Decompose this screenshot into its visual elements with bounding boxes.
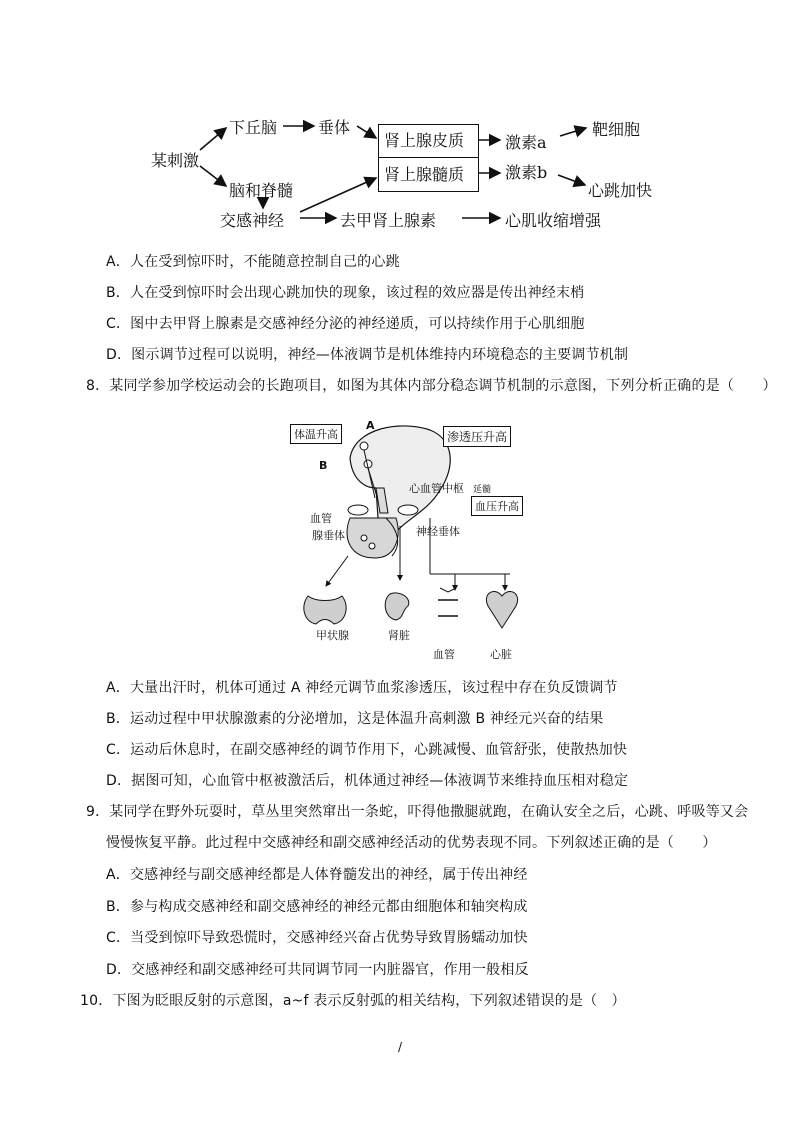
q7-option-c: C．图中去甲肾上腺素是交感神经分泌的神经递质，可以持续作用于心肌细胞 [106,316,585,332]
label-body-temp: 体温升高 [290,424,342,444]
q9-stem-line2: 慢慢恢复平静。此过程中交感神经和副交感神经活动的优势表现不同。下列叙述正确的是（ ） [106,835,717,851]
flow-stimulus: 某刺激 [151,151,200,170]
q8-option-a: A．大量出汗时，机体可通过 A 神经元调节血浆渗透压，该过程中存在负反馈调节 [106,680,618,696]
label-blood-vessel: 血管 [433,648,455,661]
label-cardio-center: 心血管中枢 [409,482,464,495]
flow-adrenal-cortex: 肾上腺皮质 [384,131,465,150]
flowchart-arrows [0,0,793,240]
flow-heart-rate: 心跳加快 [588,181,653,200]
q10-stem: 10．下图为眨眼反射的示意图，a~f 表示反射弧的相关结构，下列叙述错误的是（ ） [80,993,626,1009]
q9-option-b: B．参与构成交感神经和副交感神经的神经元都由细胞体和轴突构成 [106,899,528,915]
q8-option-d: D．据图可知，心血管中枢被激活后，机体通过神经—体液调节来维持血压相对稳定 [106,773,629,789]
flow-hormone-b: 激素b [505,163,548,182]
q8-option-b: B．运动过程中甲状腺激素的分泌增加，这是体温升高刺激 B 神经元兴奋的结果 [106,711,604,727]
label-neurohypophysis: 神经垂体 [416,525,460,538]
label-thyroid: 甲状腺 [316,629,349,642]
flow-contraction: 心肌收缩增强 [505,211,602,230]
flow-brain-spinal: 脑和脊髓 [229,181,294,200]
q7-option-b: B．人在受到惊吓时会出现心跳加快的现象，该过程的效应器是传出神经末梢 [106,285,585,301]
label-blood-pressure: 血压升高 [471,496,523,516]
label-kidney: 肾脏 [388,629,410,642]
adrenal-box-divider [379,157,478,158]
flow-sympathetic: 交感神经 [220,211,285,230]
q9-option-d: D．交感神经和副交感神经可共同调节同一内脏器官，作用一般相反 [106,962,529,978]
page-number-mark: / [398,1040,403,1054]
label-blood-vessel-top: 血管 [310,512,332,525]
q7-option-a: A．人在受到惊吓时，不能随意控制自己的心跳 [106,254,400,270]
q9-stem-line1: 9．某同学在野外玩耍时，草丛里突然窜出一条蛇，吓得他撒腿就跑，在确认安全之后，心跳、呼吸等又会 [86,804,749,820]
q7-option-d: D．图示调节过程可以说明，神经—体液调节是机体维持内环境稳态的主要调节机制 [106,347,629,363]
flow-target-cell: 靶细胞 [592,120,641,139]
label-osmotic-pressure: 渗透压升高 [443,426,511,447]
flow-hormone-a: 激素a [505,133,547,152]
flow-hypothalamus: 下丘脑 [229,118,278,137]
label-heart: 心脏 [490,648,512,661]
flow-norepinephrine: 去甲肾上腺素 [340,211,437,230]
label-medulla: 延髓 [473,485,492,495]
q8-stem: 8．某同学参加学校运动会的长跑项目，如图为其体内部分稳态调节机制的示意图，下列分析正确的是（ ） [86,378,777,394]
label-neuron-a: A [366,419,375,432]
q9-option-c: C．当受到惊吓导致恐慌时，交感神经兴奋占优势导致胃肠蠕动加快 [106,930,528,946]
label-adenohypophysis: 腺垂体 [312,529,345,542]
q9-option-a: A．交感神经与副交感神经都是人体脊髓发出的神经，属于传出神经 [106,867,528,883]
label-neuron-b: B [319,459,328,472]
flow-pituitary: 垂体 [318,118,351,137]
flow-adrenal-medulla: 肾上腺髓质 [384,165,465,184]
q8-option-c: C．运动后休息时，在副交感神经的调节作用下，心跳减慢、血管舒张，使散热加快 [106,742,628,758]
